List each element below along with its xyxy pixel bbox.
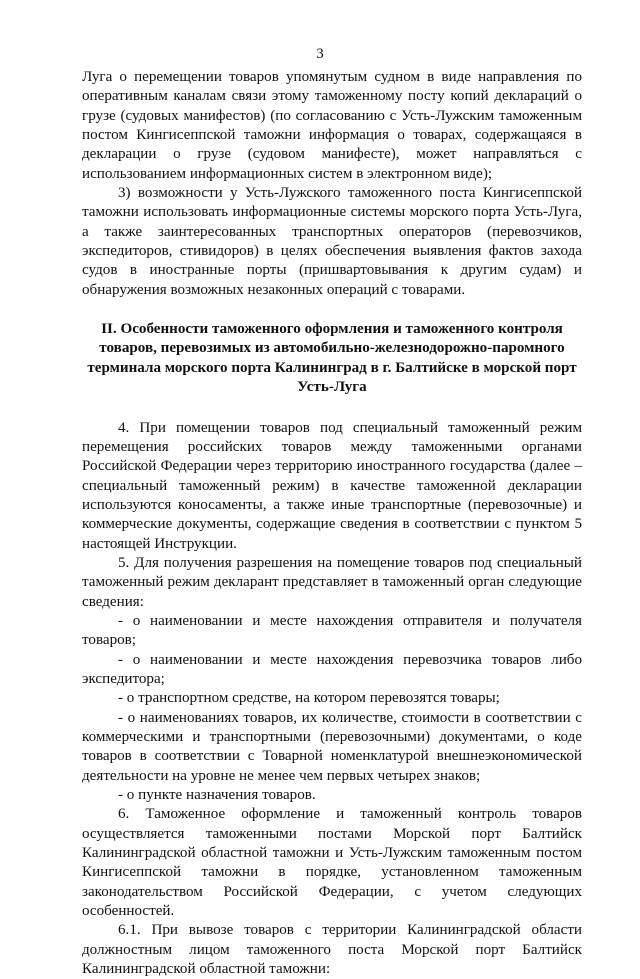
bullet-goods: - о наименованиях товаров, их количестве, стоимости в соответствии с коммерческими и транспортными (перевозочными) документами, о коде товаров в соответствии с Товарной номенклатурой внешнеэкономической деятельности на уровне не менее чем первых четырех знаков; — [82, 709, 582, 784]
paragraph-5: 5. Для получения разрешения на помещение товаров под специальный таможенный режим декларант представляет в таможенный орган следующие сведения: — [82, 554, 582, 610]
section-heading: II. Особенности таможенного оформления и таможенного контроля товаров, перевозимых из автомобильно-железнодорожно-паромного терминала морского порта Калининград в г. Балтийске в морской порт Усть-Луга — [87, 321, 577, 396]
document-body — [82, 68, 582, 979]
bullet-carrier: - о наименовании и месте нахождения перевозчика товаров либо экспедитора; — [82, 651, 582, 687]
bullet-sender: - о наименовании и месте нахождения отправителя и получателя товаров; — [82, 612, 582, 649]
bullet-destination: - о пункте назначения товаров. — [118, 787, 316, 804]
paragraph-continuation: Луга о перемещении товаров упомянутым судном в виде направления по оперативным каналам связи этому таможенному посту копий деклараций о грузе (судовых манифестов) (по согласованию с Усть-Лужским таможенным постом Кингисеппской таможни информация о товарах, содержащаяся в декларации о грузе (судовом манифесте), может направляться с использованием информационных систем в электронном виде); — [82, 69, 582, 182]
list-item-3: 3) возможности у Усть-Лужского таможенного поста Кингисеппской таможни использовать информационные системы морского порта Усть-Луга, а также заинтересованных транспортных операторов (перевозчиков, экспедиторов, стивидоров) в целях обеспечения выявления фактов захода судов в иностранные порты (пришвартовывания к другим судам) и обнаружения возможных незаконных операций с товарами. — [82, 185, 582, 298]
bullet-vehicle: - о транспортном средстве, на котором перевозятся товары; — [118, 690, 500, 707]
paragraph-6-1: 6.1. При вывозе товаров с территории Калининградской области должностным лицом таможенного поста Морской порт Балтийск Калининградской областной таможни: — [82, 922, 582, 978]
page-number: 3 — [316, 46, 324, 62]
paragraph-4: 4. При помещении товаров под специальный таможенный режим перемещения российских товаров между таможенными органами Российской Федерации через территорию иностранного государства (далее – специальный таможенный режим) в качестве таможенной декларации используются коносаменты, а также иные транспортные (перевозочные) и коммерческие документы, содержащие сведения в соответствии с пунктом 5 настоящей Инструкции. — [82, 419, 582, 552]
paragraph-6: 6. Таможенное оформление и таможенный контроль товаров осуществляется таможенными постами Морской порт Балтийск Калининградской областной таможни и Усть-Лужским таможенным постом Кингисеппской таможни в порядке, установленном таможенным законодательством Российской Федерации, с учетом следующих особенностей. — [82, 806, 582, 920]
